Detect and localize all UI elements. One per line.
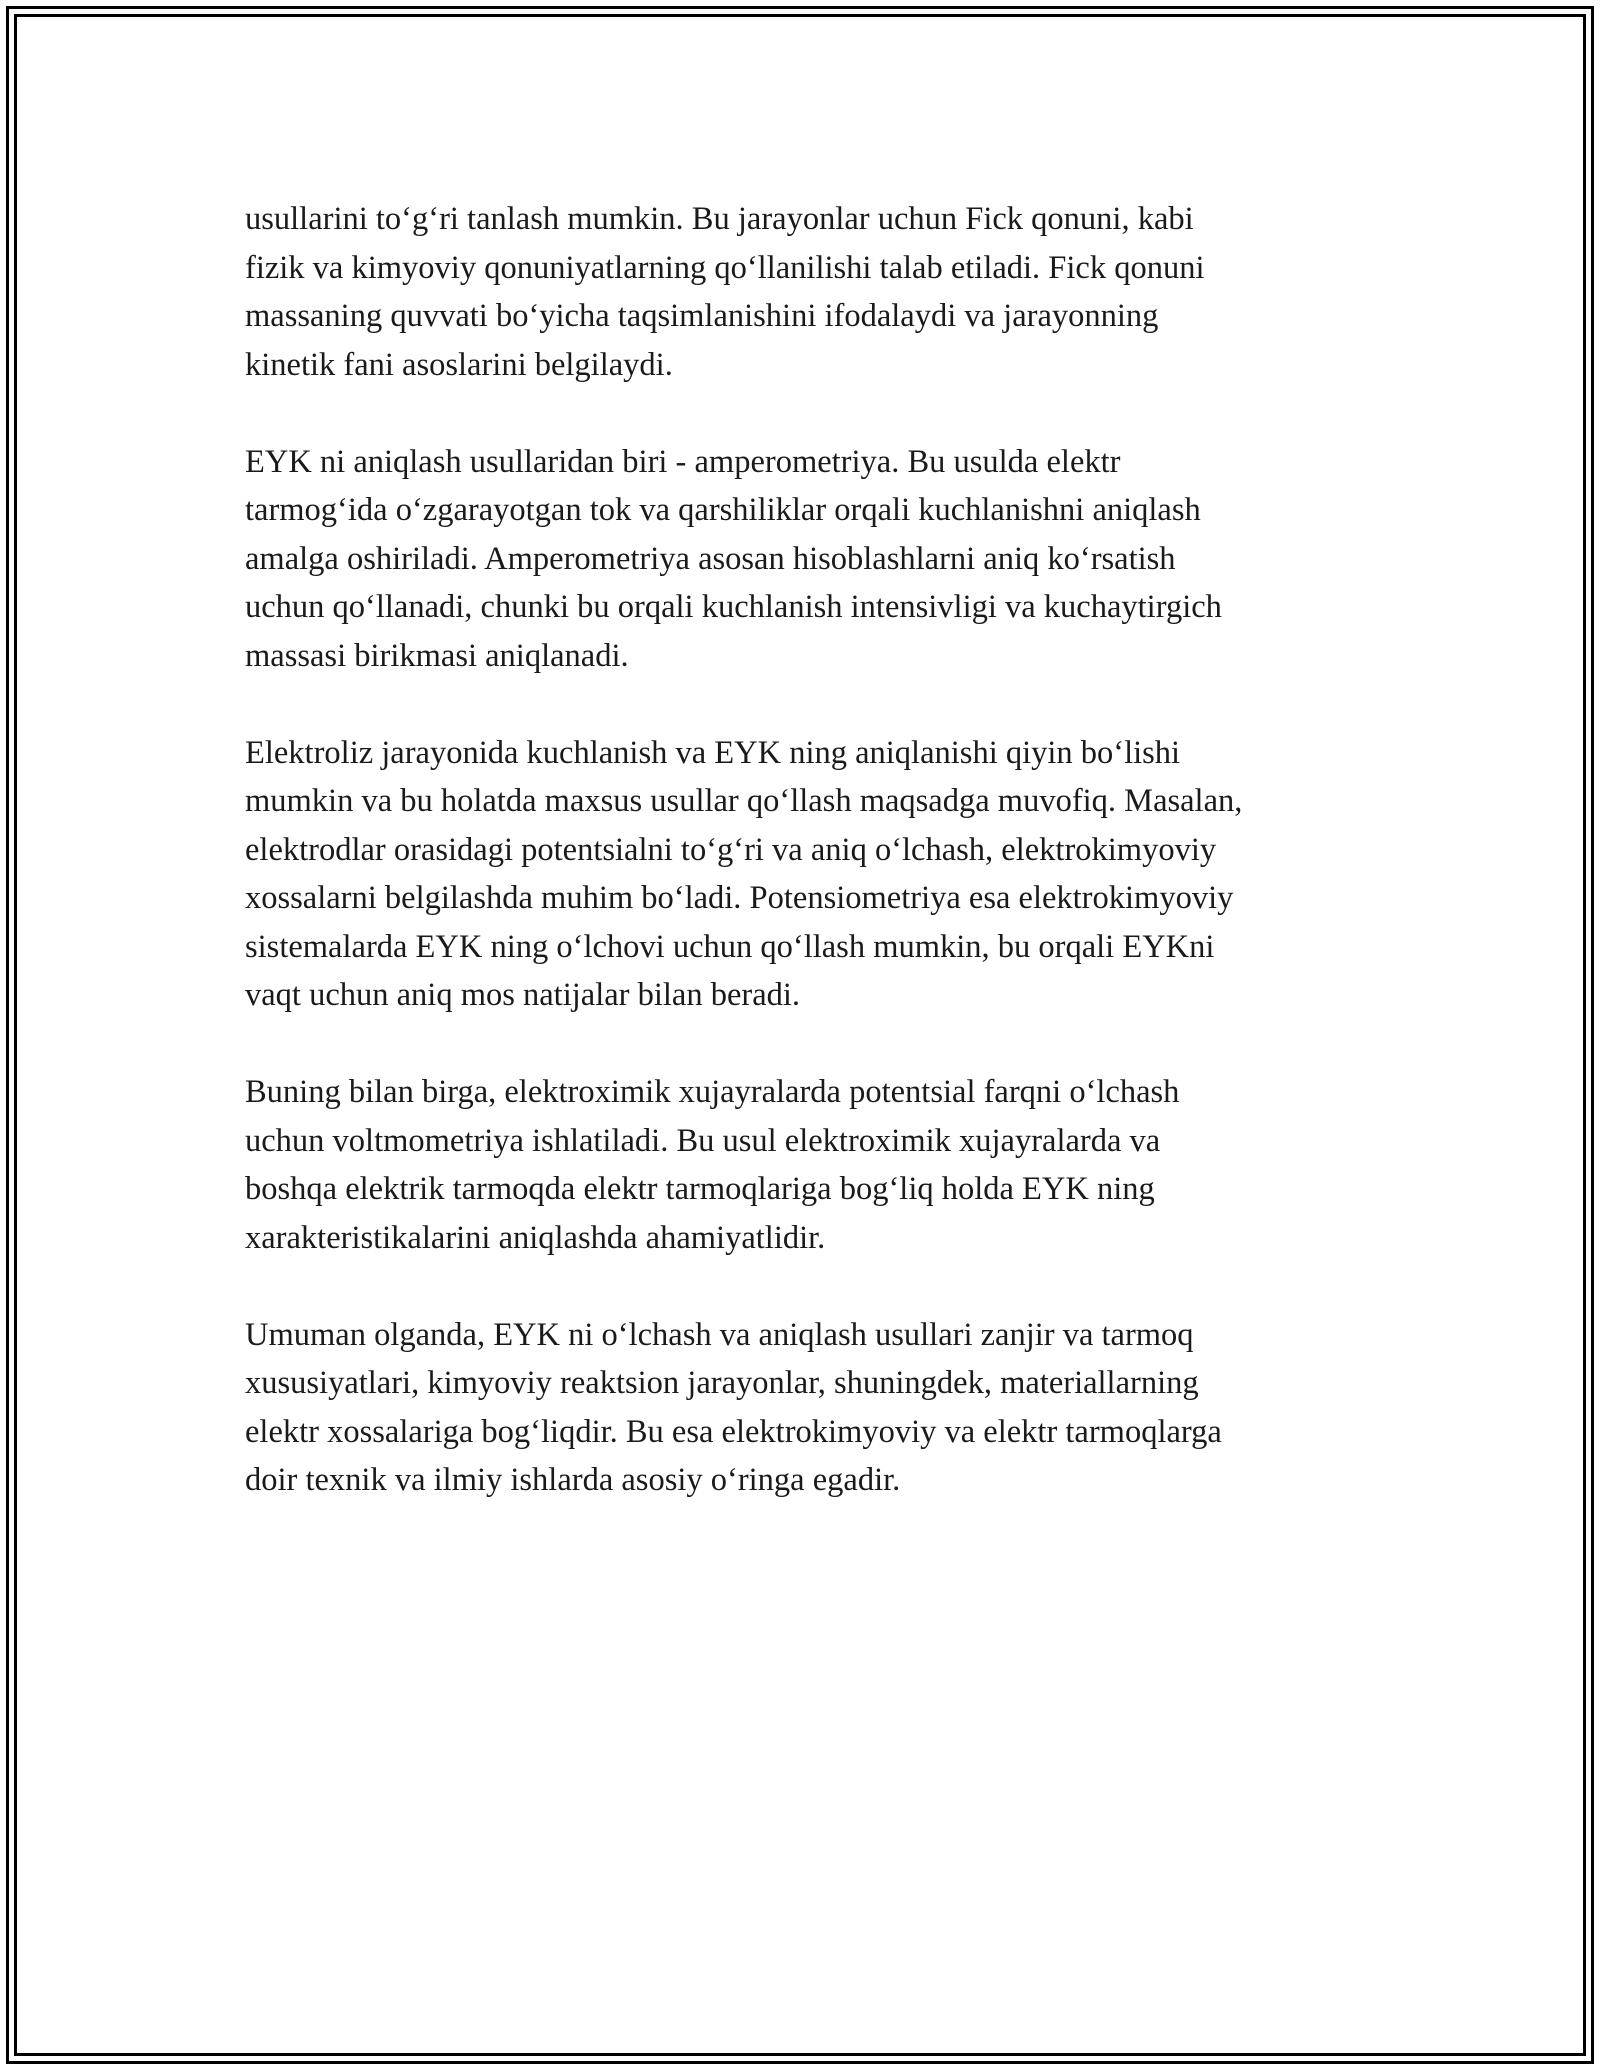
paragraph-line: xossalarni belgilashda muhim bo‘ladi. Potensiometriya esa elektrokimyoviy <box>245 880 1234 916</box>
paragraph-line: Buning bilan birga, elektroximik xujayralarda potentsial farqni o‘lchash <box>245 1074 1180 1110</box>
paragraph-line: EYK ni aniqlash usullaridan biri - amperometriya. Bu usulda elektr <box>245 443 1121 480</box>
paragraph-line: kinetik fani asoslarini belgilaydi. <box>245 346 673 383</box>
paragraph-line: xususiyatlari, kimyoviy reaktsion jarayonlar, shuningdek, materiallarning <box>245 1365 1199 1401</box>
paragraph-line: massasi birikmasi aniqlanadi. <box>245 637 629 674</box>
paragraph-line: uchun qo‘llanadi, chunki bu orqali kuchlanish intensivligi va kuchaytirgich <box>245 589 1222 625</box>
paragraph-line: usullarini to‘g‘ri tanlash mumkin. Bu jarayonlar uchun Fick qonuni, kabi <box>245 201 1194 237</box>
paragraph-line: sistemalarda EYK ning o‘lchovi uchun qo‘llash mumkin, bu orqali EYKni <box>245 928 1215 965</box>
paragraph-line: uchun voltmometriya ishlatiladi. Bu usul elektroximik xujayralarda va <box>245 1122 1161 1159</box>
paragraph-line: tarmog‘ida o‘zgarayotgan tok va qarshiliklar orqali kuchlanishni aniqlash <box>245 492 1201 528</box>
paragraph-line: vaqt uchun aniq mos natijalar bilan beradi. <box>245 977 801 1013</box>
paragraph-line: massaning quvvati bo‘yicha taqsimlanishini ifodalaydi va jarayonning <box>245 298 1159 334</box>
paragraph-line: Umuman olganda, EYK ni o‘lchash va aniqlash usullari zanjir va tarmoq <box>245 1316 1194 1353</box>
paragraph-line: elektr xossalariga bog‘liqdir. Bu esa elektrokimyoviy va elektr tarmoqlarga <box>245 1413 1222 1450</box>
paragraph-line: doir texnik va ilmiy ishlarda asosiy o‘ringa egadir. <box>245 1462 901 1498</box>
paragraph-line: boshqa elektrik tarmoqda elektr tarmoqlariga bog‘liq holda EYK ning <box>245 1171 1155 1207</box>
paragraph-line: xarakteristikalarini aniqlashda ahamiyatlidir. <box>245 1219 826 1256</box>
paragraph-5 <box>245 1311 1405 1505</box>
page-frame <box>6 6 1594 2064</box>
paragraph-2 <box>245 438 1405 681</box>
paragraph-line: Elektroliz jarayonida kuchlanish va EYK ning aniqlanishi qiyin bo‘lishi <box>245 734 1181 771</box>
paragraph-4 <box>245 1068 1405 1262</box>
paragraph-line: fizik va kimyoviy qonuniyatlarning qo‘llanilishi talab etiladi. Fick qonuni <box>245 249 1205 286</box>
paragraph-line: mumkin va bu holatda maxsus usullar qo‘llash maqsadga muvofiq. Masalan, <box>245 783 1243 819</box>
document-body <box>245 195 1405 1553</box>
paragraph-line: amalga oshiriladi. Amperometriya asosan hisoblashlarni aniq ko‘rsatish <box>245 540 1176 577</box>
paragraph-line: elektrodlar orasidagi potentsialni to‘g‘ri va aniq o‘lchash, elektrokimyoviy <box>245 831 1217 868</box>
paragraph-1 <box>245 195 1405 389</box>
paragraph-3 <box>245 729 1405 1020</box>
